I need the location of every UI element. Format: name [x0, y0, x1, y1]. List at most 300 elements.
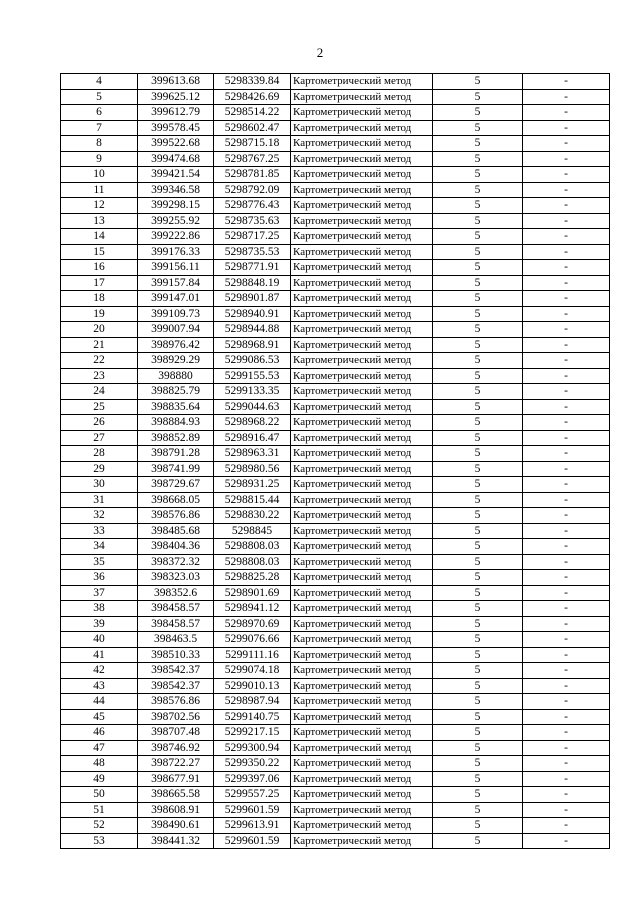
- table-row: [61, 167, 610, 183]
- description-cell: -: [523, 291, 610, 307]
- y-coordinate-cell: 5298940.91: [214, 306, 291, 322]
- y-coordinate-cell: 5298916.47: [214, 430, 291, 446]
- accuracy-cell: 5: [433, 539, 523, 555]
- y-coordinate-cell: 5298808.03: [214, 554, 291, 570]
- description-cell: -: [523, 508, 610, 524]
- point-number-cell: 17: [61, 275, 138, 291]
- x-coordinate-cell: 398791.28: [138, 446, 214, 462]
- y-coordinate-cell: 5299300.94: [214, 740, 291, 756]
- x-coordinate-cell: 398707.48: [138, 725, 214, 741]
- x-coordinate-cell: 398542.37: [138, 678, 214, 694]
- point-number-cell: 26: [61, 415, 138, 431]
- accuracy-cell: 5: [433, 771, 523, 787]
- table-row: [61, 461, 610, 477]
- description-cell: -: [523, 120, 610, 136]
- method-cell: Картометрический метод: [291, 399, 433, 415]
- y-coordinate-cell: 5298514.22: [214, 105, 291, 121]
- y-coordinate-cell: 5298968.22: [214, 415, 291, 431]
- x-coordinate-cell: 398665.58: [138, 787, 214, 803]
- x-coordinate-cell: 399421.54: [138, 167, 214, 183]
- y-coordinate-cell: 5299397.06: [214, 771, 291, 787]
- description-cell: -: [523, 523, 610, 539]
- point-number-cell: 27: [61, 430, 138, 446]
- y-coordinate-cell: 5298901.69: [214, 585, 291, 601]
- x-coordinate-cell: 398485.68: [138, 523, 214, 539]
- y-coordinate-cell: 5298970.69: [214, 616, 291, 632]
- point-number-cell: 38: [61, 601, 138, 617]
- method-cell: Картометрический метод: [291, 337, 433, 353]
- point-number-cell: 47: [61, 740, 138, 756]
- y-coordinate-cell: 5298792.09: [214, 182, 291, 198]
- y-coordinate-cell: 5299217.15: [214, 725, 291, 741]
- table-row: [61, 198, 610, 214]
- table-row: [61, 322, 610, 338]
- point-number-cell: 51: [61, 802, 138, 818]
- table-row: [61, 554, 610, 570]
- table-row: [61, 740, 610, 756]
- point-number-cell: 46: [61, 725, 138, 741]
- table-row: [61, 384, 610, 400]
- method-cell: Картометрический метод: [291, 725, 433, 741]
- x-coordinate-cell: 398576.86: [138, 508, 214, 524]
- accuracy-cell: 5: [433, 213, 523, 229]
- point-number-cell: 41: [61, 647, 138, 663]
- point-number-cell: 53: [61, 833, 138, 849]
- table-row: [61, 833, 610, 849]
- point-number-cell: 19: [61, 306, 138, 322]
- accuracy-cell: 5: [433, 244, 523, 260]
- accuracy-cell: 5: [433, 554, 523, 570]
- accuracy-cell: 5: [433, 368, 523, 384]
- accuracy-cell: 5: [433, 430, 523, 446]
- y-coordinate-cell: 5298815.44: [214, 492, 291, 508]
- table-row: [61, 802, 610, 818]
- table-row: [61, 725, 610, 741]
- x-coordinate-cell: 398510.33: [138, 647, 214, 663]
- x-coordinate-cell: 398576.86: [138, 694, 214, 710]
- method-cell: Картометрический метод: [291, 244, 433, 260]
- accuracy-cell: 5: [433, 446, 523, 462]
- accuracy-cell: 5: [433, 120, 523, 136]
- description-cell: -: [523, 694, 610, 710]
- y-coordinate-cell: 5298781.85: [214, 167, 291, 183]
- table-row: [61, 663, 610, 679]
- table-row: [61, 244, 610, 260]
- method-cell: Картометрический метод: [291, 678, 433, 694]
- description-cell: -: [523, 229, 610, 245]
- point-number-cell: 25: [61, 399, 138, 415]
- x-coordinate-cell: 399474.68: [138, 151, 214, 167]
- table-row: [61, 399, 610, 415]
- table-row: [61, 120, 610, 136]
- point-number-cell: 44: [61, 694, 138, 710]
- x-coordinate-cell: 398976.42: [138, 337, 214, 353]
- accuracy-cell: 5: [433, 678, 523, 694]
- x-coordinate-cell: 399298.15: [138, 198, 214, 214]
- method-cell: Картометрический метод: [291, 570, 433, 586]
- x-coordinate-cell: 398668.05: [138, 492, 214, 508]
- method-cell: Картометрический метод: [291, 120, 433, 136]
- method-cell: Картометрический метод: [291, 384, 433, 400]
- point-number-cell: 34: [61, 539, 138, 555]
- description-cell: -: [523, 384, 610, 400]
- table-row: [61, 694, 610, 710]
- accuracy-cell: 5: [433, 756, 523, 772]
- point-number-cell: 24: [61, 384, 138, 400]
- point-number-cell: 21: [61, 337, 138, 353]
- y-coordinate-cell: 5298426.69: [214, 89, 291, 105]
- point-number-cell: 52: [61, 818, 138, 834]
- x-coordinate-cell: 398722.27: [138, 756, 214, 772]
- method-cell: Картометрический метод: [291, 802, 433, 818]
- y-coordinate-cell: 5299613.91: [214, 818, 291, 834]
- point-number-cell: 33: [61, 523, 138, 539]
- description-cell: -: [523, 818, 610, 834]
- table-row: [61, 74, 610, 90]
- point-number-cell: 36: [61, 570, 138, 586]
- point-number-cell: 39: [61, 616, 138, 632]
- description-cell: -: [523, 105, 610, 121]
- point-number-cell: 48: [61, 756, 138, 772]
- description-cell: -: [523, 182, 610, 198]
- accuracy-cell: 5: [433, 508, 523, 524]
- point-number-cell: 31: [61, 492, 138, 508]
- x-coordinate-cell: 398372.32: [138, 554, 214, 570]
- table-row: [61, 508, 610, 524]
- accuracy-cell: 5: [433, 492, 523, 508]
- accuracy-cell: 5: [433, 415, 523, 431]
- y-coordinate-cell: 5299074.18: [214, 663, 291, 679]
- description-cell: -: [523, 787, 610, 803]
- method-cell: Картометрический метод: [291, 306, 433, 322]
- description-cell: -: [523, 492, 610, 508]
- description-cell: -: [523, 213, 610, 229]
- method-cell: Картометрический метод: [291, 461, 433, 477]
- y-coordinate-cell: 5298944.88: [214, 322, 291, 338]
- point-number-cell: 29: [61, 461, 138, 477]
- method-cell: Картометрический метод: [291, 616, 433, 632]
- accuracy-cell: 5: [433, 322, 523, 338]
- y-coordinate-cell: 5299111.16: [214, 647, 291, 663]
- method-cell: Картометрический метод: [291, 818, 433, 834]
- accuracy-cell: 5: [433, 787, 523, 803]
- point-number-cell: 13: [61, 213, 138, 229]
- x-coordinate-cell: 398746.92: [138, 740, 214, 756]
- x-coordinate-cell: 399156.11: [138, 260, 214, 276]
- point-number-cell: 32: [61, 508, 138, 524]
- table-row: [61, 601, 610, 617]
- point-number-cell: 5: [61, 89, 138, 105]
- y-coordinate-cell: 5299010.13: [214, 678, 291, 694]
- x-coordinate-cell: 398835.64: [138, 399, 214, 415]
- y-coordinate-cell: 5298808.03: [214, 539, 291, 555]
- y-coordinate-cell: 5298735.53: [214, 244, 291, 260]
- accuracy-cell: 5: [433, 337, 523, 353]
- y-coordinate-cell: 5298901.87: [214, 291, 291, 307]
- description-cell: -: [523, 802, 610, 818]
- table-row: [61, 818, 610, 834]
- y-coordinate-cell: 5298602.47: [214, 120, 291, 136]
- y-coordinate-cell: 5298771.91: [214, 260, 291, 276]
- coordinates-table: [60, 73, 610, 849]
- accuracy-cell: 5: [433, 105, 523, 121]
- x-coordinate-cell: 398884.93: [138, 415, 214, 431]
- y-coordinate-cell: 5298845: [214, 523, 291, 539]
- point-number-cell: 14: [61, 229, 138, 245]
- description-cell: -: [523, 368, 610, 384]
- y-coordinate-cell: 5299140.75: [214, 709, 291, 725]
- method-cell: Картометрический метод: [291, 833, 433, 849]
- table-row: [61, 306, 610, 322]
- description-cell: -: [523, 678, 610, 694]
- table-row: [61, 260, 610, 276]
- description-cell: -: [523, 771, 610, 787]
- description-cell: -: [523, 151, 610, 167]
- table-row: [61, 570, 610, 586]
- x-coordinate-cell: 399157.84: [138, 275, 214, 291]
- description-cell: -: [523, 306, 610, 322]
- x-coordinate-cell: 399612.79: [138, 105, 214, 121]
- y-coordinate-cell: 5298968.91: [214, 337, 291, 353]
- x-coordinate-cell: 399613.68: [138, 74, 214, 90]
- table-row: [61, 585, 610, 601]
- x-coordinate-cell: 398825.79: [138, 384, 214, 400]
- table-row: [61, 539, 610, 555]
- method-cell: Картометрический метод: [291, 198, 433, 214]
- table-row: [61, 151, 610, 167]
- point-number-cell: 7: [61, 120, 138, 136]
- table-row: [61, 337, 610, 353]
- table-row: [61, 368, 610, 384]
- method-cell: Картометрический метод: [291, 539, 433, 555]
- point-number-cell: 50: [61, 787, 138, 803]
- description-cell: -: [523, 322, 610, 338]
- x-coordinate-cell: 398323.03: [138, 570, 214, 586]
- x-coordinate-cell: 399255.92: [138, 213, 214, 229]
- y-coordinate-cell: 5298717.25: [214, 229, 291, 245]
- point-number-cell: 40: [61, 632, 138, 648]
- y-coordinate-cell: 5299601.59: [214, 802, 291, 818]
- point-number-cell: 11: [61, 182, 138, 198]
- description-cell: -: [523, 260, 610, 276]
- table-row: [61, 182, 610, 198]
- description-cell: -: [523, 616, 610, 632]
- accuracy-cell: 5: [433, 74, 523, 90]
- y-coordinate-cell: 5298987.94: [214, 694, 291, 710]
- method-cell: Картометрический метод: [291, 709, 433, 725]
- table-row: [61, 229, 610, 245]
- table-row: [61, 771, 610, 787]
- accuracy-cell: 5: [433, 833, 523, 849]
- accuracy-cell: 5: [433, 353, 523, 369]
- accuracy-cell: 5: [433, 601, 523, 617]
- table-row: [61, 105, 610, 121]
- accuracy-cell: 5: [433, 151, 523, 167]
- point-number-cell: 10: [61, 167, 138, 183]
- accuracy-cell: 5: [433, 616, 523, 632]
- method-cell: Картометрический метод: [291, 322, 433, 338]
- table-row: [61, 787, 610, 803]
- table-row: [61, 632, 610, 648]
- table-row: [61, 477, 610, 493]
- x-coordinate-cell: 398542.37: [138, 663, 214, 679]
- description-cell: -: [523, 570, 610, 586]
- y-coordinate-cell: 5298776.43: [214, 198, 291, 214]
- description-cell: -: [523, 585, 610, 601]
- table-row: [61, 446, 610, 462]
- method-cell: Картометрический метод: [291, 601, 433, 617]
- point-number-cell: 4: [61, 74, 138, 90]
- y-coordinate-cell: 5298715.18: [214, 136, 291, 152]
- y-coordinate-cell: 5299076.66: [214, 632, 291, 648]
- y-coordinate-cell: 5299350.22: [214, 756, 291, 772]
- description-cell: -: [523, 477, 610, 493]
- table-row: [61, 430, 610, 446]
- description-cell: -: [523, 601, 610, 617]
- x-coordinate-cell: 399222.86: [138, 229, 214, 245]
- accuracy-cell: 5: [433, 461, 523, 477]
- y-coordinate-cell: 5298848.19: [214, 275, 291, 291]
- accuracy-cell: 5: [433, 229, 523, 245]
- method-cell: Картометрический метод: [291, 585, 433, 601]
- x-coordinate-cell: 399578.45: [138, 120, 214, 136]
- method-cell: Картометрический метод: [291, 182, 433, 198]
- accuracy-cell: 5: [433, 182, 523, 198]
- point-number-cell: 18: [61, 291, 138, 307]
- table-row: [61, 647, 610, 663]
- method-cell: Картометрический метод: [291, 353, 433, 369]
- y-coordinate-cell: 5299086.53: [214, 353, 291, 369]
- accuracy-cell: 5: [433, 523, 523, 539]
- x-coordinate-cell: 398463.5: [138, 632, 214, 648]
- method-cell: Картометрический метод: [291, 446, 433, 462]
- accuracy-cell: 5: [433, 709, 523, 725]
- method-cell: Картометрический метод: [291, 647, 433, 663]
- y-coordinate-cell: 5298980.56: [214, 461, 291, 477]
- method-cell: Картометрический метод: [291, 632, 433, 648]
- accuracy-cell: 5: [433, 585, 523, 601]
- table-row: [61, 678, 610, 694]
- description-cell: -: [523, 833, 610, 849]
- method-cell: Картометрический метод: [291, 368, 433, 384]
- x-coordinate-cell: 398880: [138, 368, 214, 384]
- x-coordinate-cell: 398458.57: [138, 601, 214, 617]
- accuracy-cell: 5: [433, 198, 523, 214]
- point-number-cell: 6: [61, 105, 138, 121]
- description-cell: -: [523, 430, 610, 446]
- accuracy-cell: 5: [433, 167, 523, 183]
- point-number-cell: 28: [61, 446, 138, 462]
- description-cell: -: [523, 337, 610, 353]
- method-cell: Картометрический метод: [291, 523, 433, 539]
- table-row: [61, 291, 610, 307]
- description-cell: -: [523, 554, 610, 570]
- accuracy-cell: 5: [433, 663, 523, 679]
- method-cell: Картометрический метод: [291, 74, 433, 90]
- description-cell: -: [523, 632, 610, 648]
- y-coordinate-cell: 5298963.31: [214, 446, 291, 462]
- description-cell: -: [523, 461, 610, 477]
- x-coordinate-cell: 398929.29: [138, 353, 214, 369]
- description-cell: -: [523, 725, 610, 741]
- accuracy-cell: 5: [433, 725, 523, 741]
- method-cell: Картометрический метод: [291, 508, 433, 524]
- y-coordinate-cell: 5298830.22: [214, 508, 291, 524]
- table-row: [61, 353, 610, 369]
- method-cell: Картометрический метод: [291, 756, 433, 772]
- y-coordinate-cell: 5299155.53: [214, 368, 291, 384]
- x-coordinate-cell: 399176.33: [138, 244, 214, 260]
- method-cell: Картометрический метод: [291, 771, 433, 787]
- method-cell: Картометрический метод: [291, 213, 433, 229]
- x-coordinate-cell: 398702.56: [138, 709, 214, 725]
- method-cell: Картометрический метод: [291, 260, 433, 276]
- accuracy-cell: 5: [433, 291, 523, 307]
- x-coordinate-cell: 399625.12: [138, 89, 214, 105]
- point-number-cell: 16: [61, 260, 138, 276]
- description-cell: -: [523, 539, 610, 555]
- method-cell: Картометрический метод: [291, 229, 433, 245]
- description-cell: -: [523, 275, 610, 291]
- point-number-cell: 9: [61, 151, 138, 167]
- method-cell: Картометрический метод: [291, 105, 433, 121]
- description-cell: -: [523, 167, 610, 183]
- accuracy-cell: 5: [433, 740, 523, 756]
- accuracy-cell: 5: [433, 260, 523, 276]
- description-cell: -: [523, 756, 610, 772]
- x-coordinate-cell: 398741.99: [138, 461, 214, 477]
- accuracy-cell: 5: [433, 89, 523, 105]
- method-cell: Картометрический метод: [291, 740, 433, 756]
- x-coordinate-cell: 398441.32: [138, 833, 214, 849]
- point-number-cell: 20: [61, 322, 138, 338]
- accuracy-cell: 5: [433, 570, 523, 586]
- method-cell: Картометрический метод: [291, 430, 433, 446]
- method-cell: Картометрический метод: [291, 415, 433, 431]
- method-cell: Картометрический метод: [291, 663, 433, 679]
- method-cell: Картометрический метод: [291, 167, 433, 183]
- y-coordinate-cell: 5298339.84: [214, 74, 291, 90]
- accuracy-cell: 5: [433, 802, 523, 818]
- method-cell: Картометрический метод: [291, 89, 433, 105]
- x-coordinate-cell: 399147.01: [138, 291, 214, 307]
- point-number-cell: 30: [61, 477, 138, 493]
- accuracy-cell: 5: [433, 306, 523, 322]
- y-coordinate-cell: 5298931.25: [214, 477, 291, 493]
- table-row: [61, 213, 610, 229]
- method-cell: Картометрический метод: [291, 787, 433, 803]
- description-cell: -: [523, 198, 610, 214]
- point-number-cell: 12: [61, 198, 138, 214]
- description-cell: -: [523, 244, 610, 260]
- point-number-cell: 42: [61, 663, 138, 679]
- accuracy-cell: 5: [433, 477, 523, 493]
- accuracy-cell: 5: [433, 694, 523, 710]
- point-number-cell: 49: [61, 771, 138, 787]
- accuracy-cell: 5: [433, 384, 523, 400]
- description-cell: -: [523, 740, 610, 756]
- description-cell: -: [523, 415, 610, 431]
- description-cell: -: [523, 446, 610, 462]
- description-cell: -: [523, 136, 610, 152]
- point-number-cell: 22: [61, 353, 138, 369]
- table-row: [61, 492, 610, 508]
- point-number-cell: 37: [61, 585, 138, 601]
- table-row: [61, 709, 610, 725]
- x-coordinate-cell: 399346.58: [138, 182, 214, 198]
- point-number-cell: 15: [61, 244, 138, 260]
- description-cell: -: [523, 89, 610, 105]
